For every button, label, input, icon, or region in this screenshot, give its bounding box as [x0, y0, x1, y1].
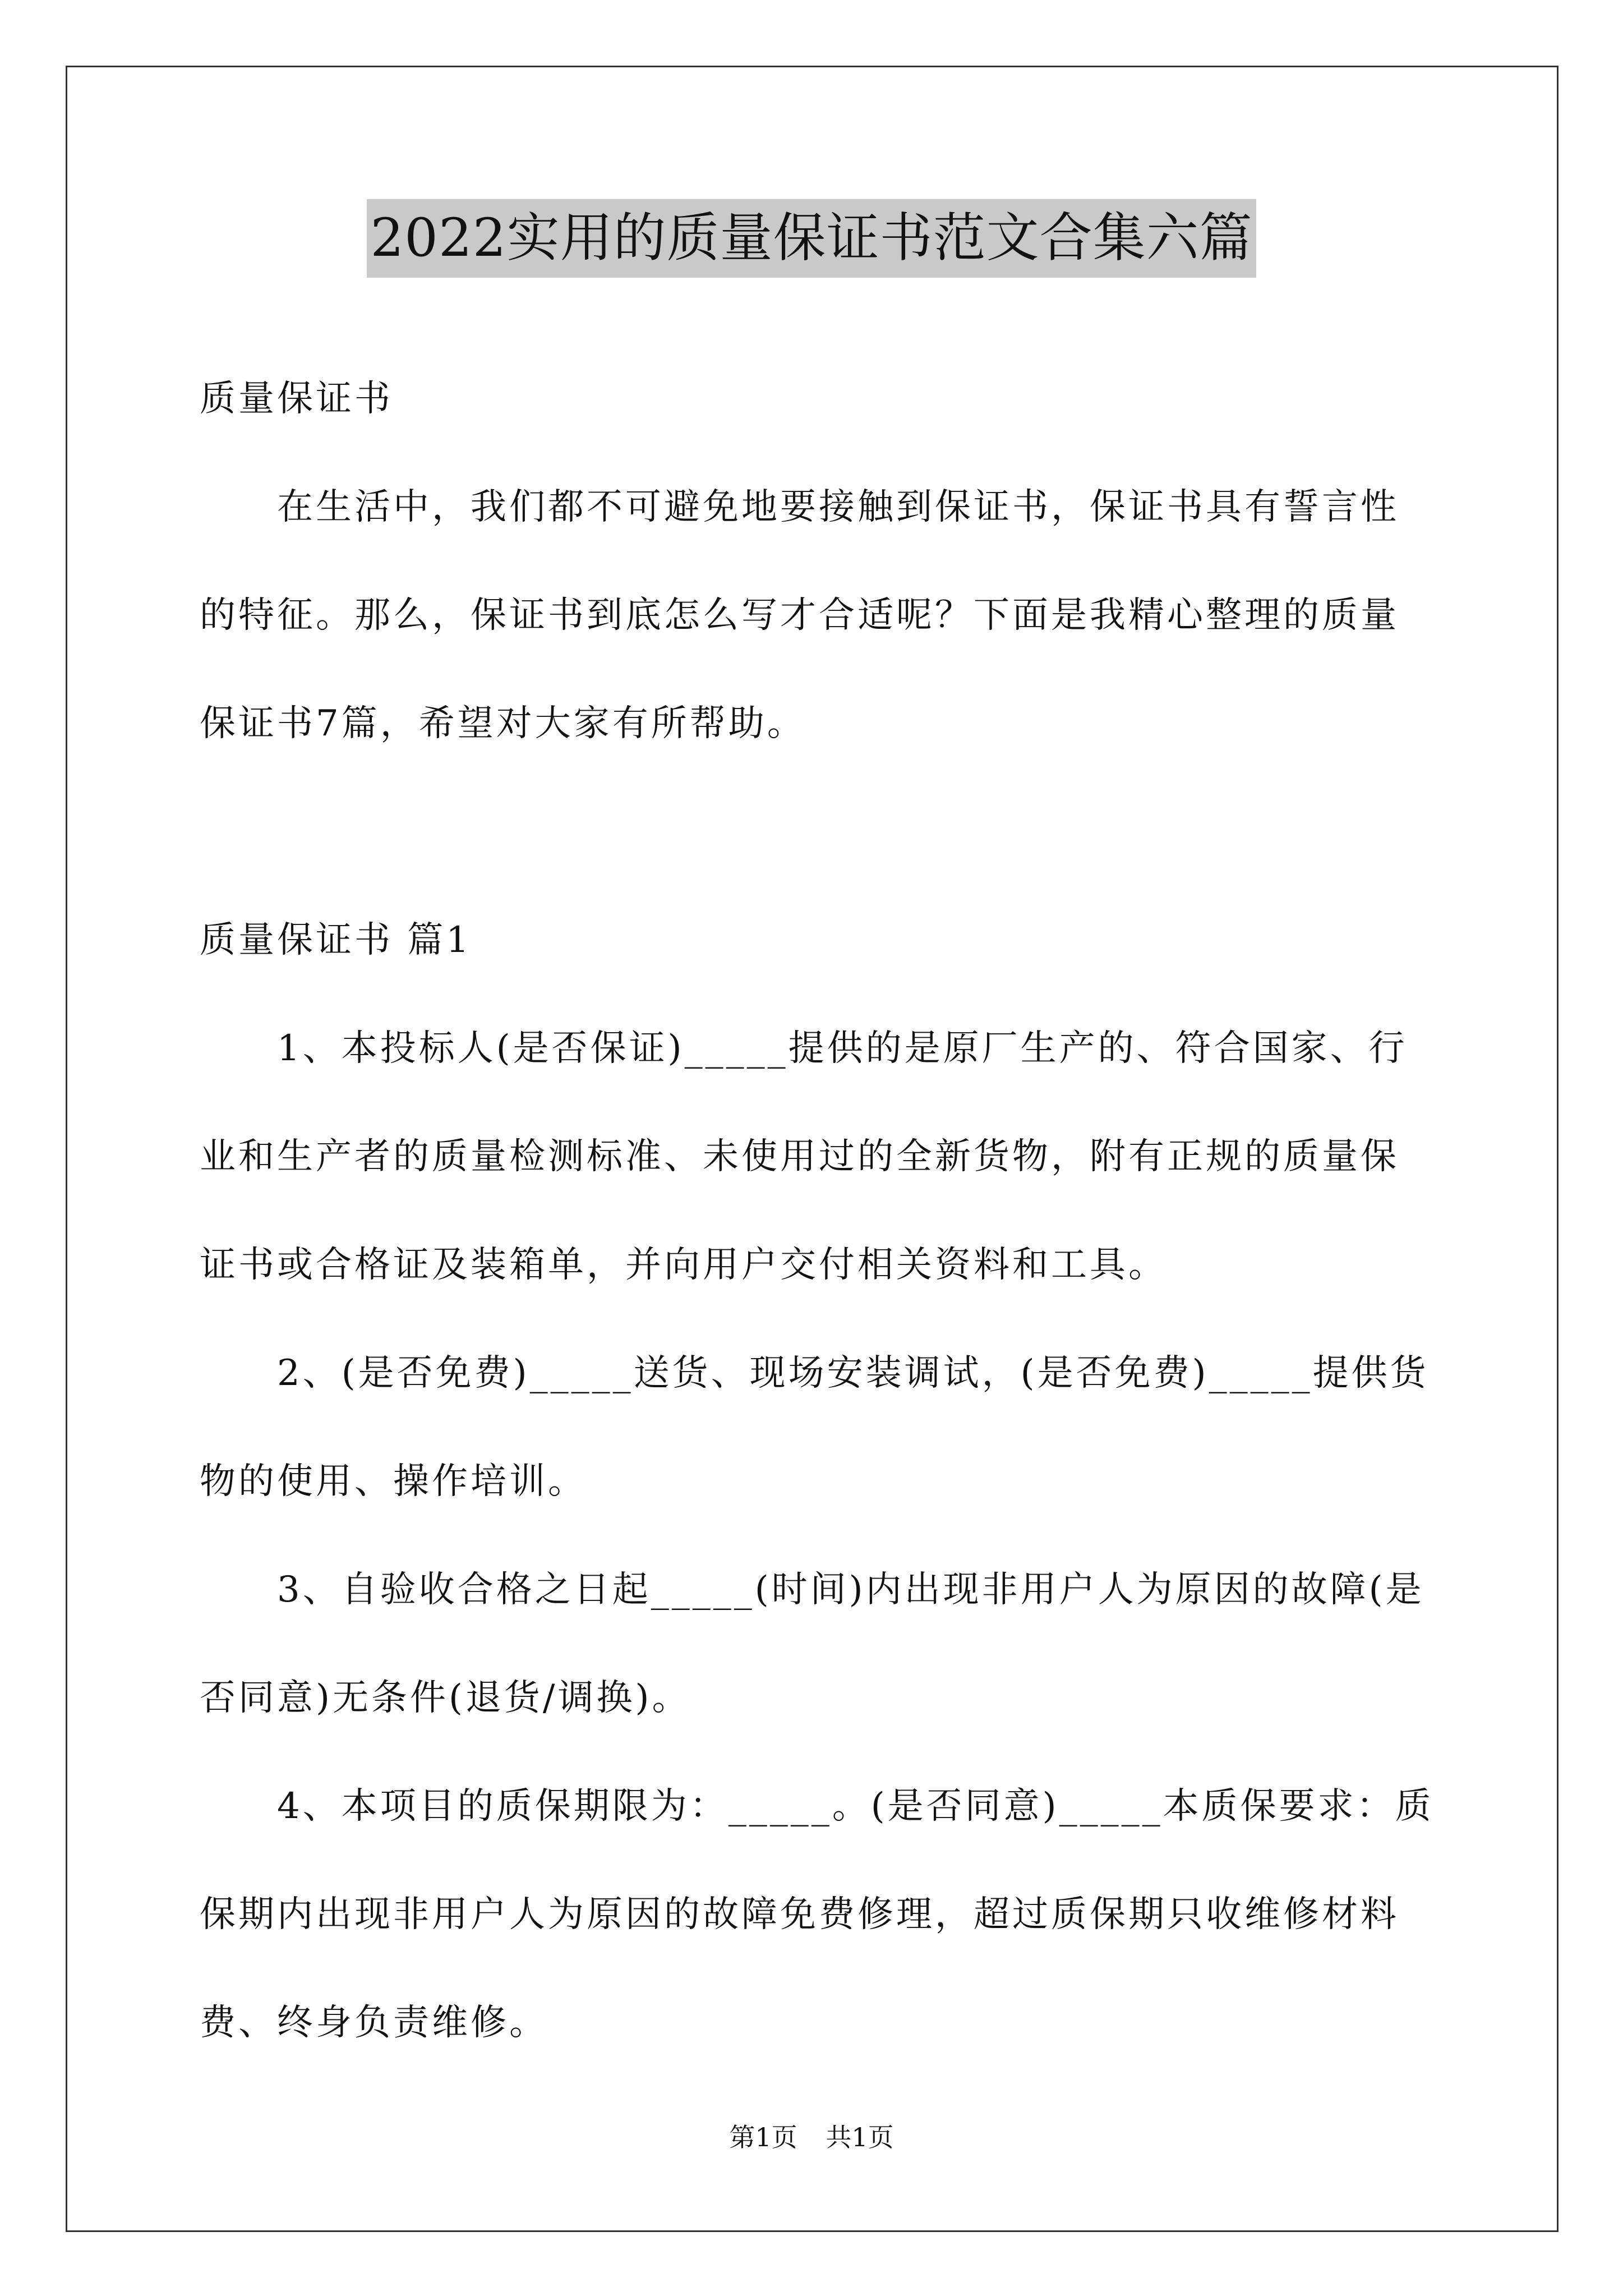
title-container [0, 199, 1623, 278]
clause-1: 1、本投标人(是否保证)_____提供的是原厂生产的、符合国家、行业和生产者的质量检测标准、未使用过的全新货物，附有正规的质量保证书或合格证及装箱单，并向用户交付相关资料和工具。 [200, 1028, 1408, 1286]
page-footer [0, 2120, 1623, 2154]
article-heading: 质量保证书 篇1 [200, 919, 472, 961]
page-number: 第1页 [729, 2122, 797, 2152]
clause-3: 3、自验收合格之日起_____(时间)内出现非用户人为原因的故障(是否同意)无条件(退货/调换)。 [200, 1569, 1424, 1719]
spacer [200, 778, 1436, 886]
clause-4: 4、本项目的质保期限为：_____。(是否同意)_____本质保要求：质保期内出现非用户人为原因的故障免费修理，超过质保期只收维修材料费、终身负责维修。 [200, 1786, 1434, 2044]
clause-2: 2、(是否免费)_____送货、现场安装调试，(是否免费)_____提供货物的使用、操作培训。 [200, 1352, 1429, 1502]
document-title: 2022实用的质量保证书范文合集六篇 [367, 199, 1256, 278]
section-heading: 质量保证书 [200, 378, 393, 420]
document-body [200, 345, 1436, 2077]
page-total: 共1页 [826, 2122, 894, 2152]
intro-paragraph: 在生活中，我们都不可避免地要接触到保证书，保证书具有誓言性的特征。那么，保证书到底怎么写才合适呢？下面是我精心整理的质量保证书7篇，希望对大家有所帮助。 [200, 486, 1399, 744]
